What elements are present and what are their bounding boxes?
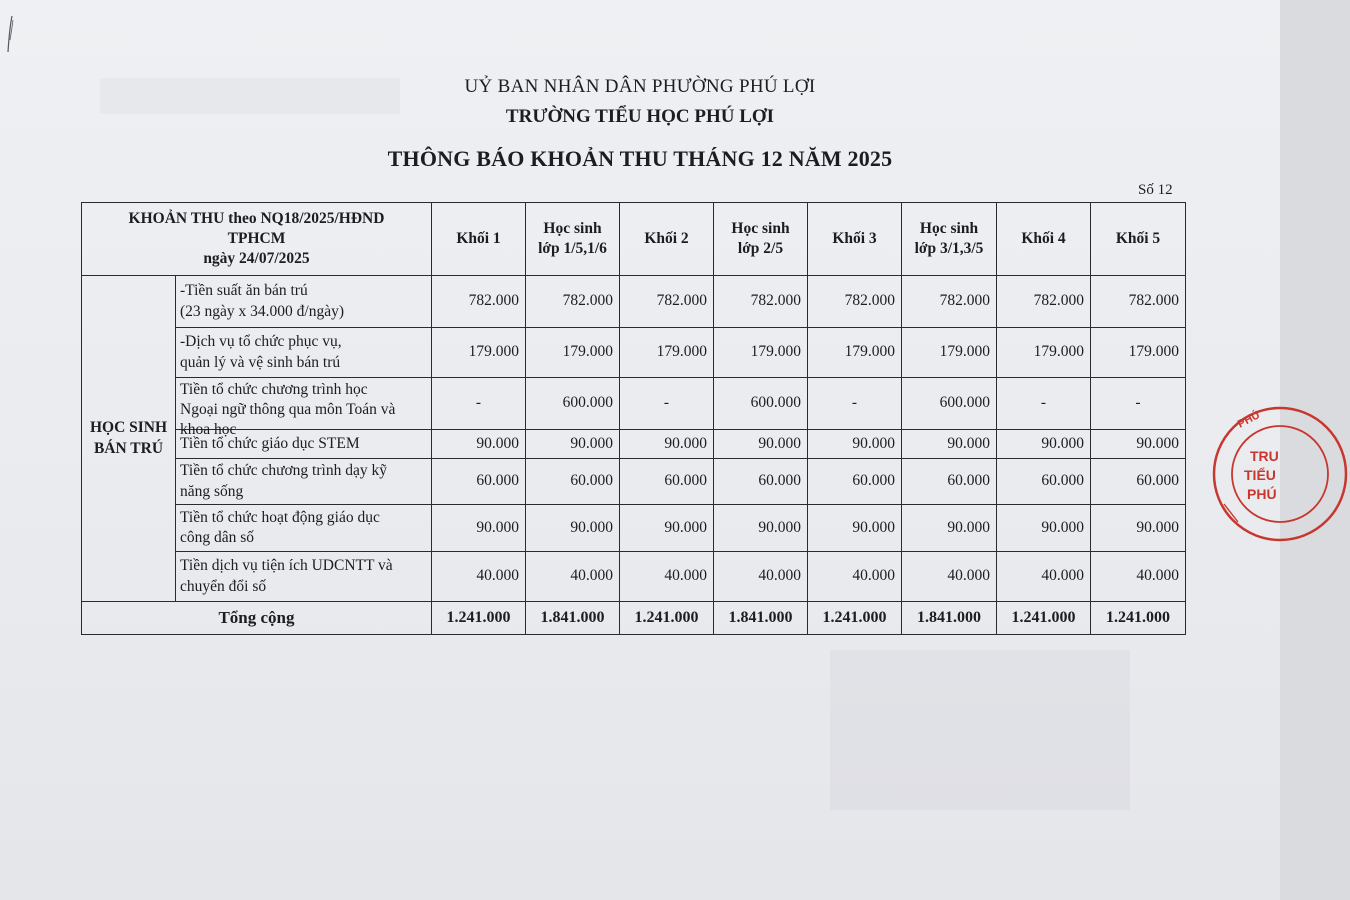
school-stamp: [1210, 404, 1350, 544]
issuing-authority: UỶ BAN NHÂN DÂN PHƯỜNG PHÚ LỢI: [464, 76, 816, 97]
header-line: TPHCM: [227, 229, 286, 247]
fee-value: -: [432, 378, 526, 430]
fee-value: 90.000: [526, 505, 620, 552]
group-label-hoc-sinh-ban-tru: [82, 276, 176, 602]
table-row: [82, 276, 1186, 328]
fee-value: 782.000: [432, 276, 526, 328]
fee-value: 600.000: [526, 378, 620, 430]
fee-value: 60.000: [714, 459, 808, 505]
column-header-text: Học sinh: [543, 219, 602, 237]
total-value: 1.241.000: [1091, 602, 1186, 635]
column-header-text: lớp 3/1,3/5: [914, 240, 984, 257]
header-fee-basis: [82, 203, 432, 276]
column-header-khoi-4: [997, 203, 1091, 276]
fee-description-clip: [180, 380, 427, 438]
fee-value: 782.000: [714, 276, 808, 328]
total-value: 1.841.000: [526, 602, 620, 635]
stamp-outer-ring: [1214, 408, 1346, 540]
table-header-row: [82, 203, 1186, 276]
column-header-khoi-2: [620, 203, 714, 276]
fee-value: 600.000: [902, 378, 997, 430]
fee-value: 782.000: [620, 276, 714, 328]
column-header-text: lớp 2/5: [737, 240, 784, 257]
fee-value: 782.000: [1091, 276, 1186, 328]
fee-description-line: Tiền tổ chức chương trình học: [180, 380, 368, 398]
fee-value: 782.000: [526, 276, 620, 328]
total-row: [82, 602, 1186, 635]
fee-value: 90.000: [997, 430, 1091, 459]
fee-value: 179.000: [902, 328, 997, 378]
fee-value: 60.000: [620, 459, 714, 505]
fee-value: 40.000: [808, 552, 902, 602]
fee-description-line: (23 ngày x 34.000 đ/ngày): [180, 302, 345, 320]
total-value: 1.241.000: [620, 602, 714, 635]
fee-description-line: Tiền tổ chức chương trình dạy kỹ: [180, 462, 387, 480]
total-value: 1.241.000: [997, 602, 1091, 635]
fee-value: 90.000: [902, 430, 997, 459]
column-header-khoi-3: [808, 203, 902, 276]
table-row: [82, 459, 1186, 505]
group-label-line: HỌC SINH: [89, 419, 168, 437]
fee-description-line: năng sống: [180, 482, 244, 500]
fee-value: 90.000: [1091, 430, 1186, 459]
fee-value: 90.000: [808, 430, 902, 459]
fee-value: 40.000: [620, 552, 714, 602]
fee-value: 90.000: [714, 505, 808, 552]
column-header-lop-3-1-3-5: [902, 203, 997, 276]
bleed-through: [830, 650, 1130, 810]
fee-description-line: -Tiền suất ăn bán trú: [180, 282, 308, 300]
column-header-text: lớp 1/5,1/6: [538, 240, 607, 257]
fee-value: 40.000: [1091, 552, 1186, 602]
column-header-text: Học sinh: [919, 219, 979, 237]
fee-value: 179.000: [620, 328, 714, 378]
fee-value: 179.000: [808, 328, 902, 378]
fee-value: 90.000: [808, 505, 902, 552]
table-row: [82, 505, 1186, 552]
header-line: KHOẢN THU theo NQ18/2025/HĐND: [128, 209, 385, 227]
stamp-text-line: PHÚ: [1247, 486, 1277, 502]
column-header-text: Khối 4: [1021, 229, 1066, 247]
fee-value: 90.000: [997, 505, 1091, 552]
column-header-khoi-5: [1091, 203, 1186, 276]
fee-value: 40.000: [526, 552, 620, 602]
fee-description: [176, 552, 432, 602]
total-label: Tổng cộng: [82, 602, 432, 635]
fee-description-line: chuyển đổi số: [180, 577, 267, 595]
fee-description-line: -Dịch vụ tổ chức phục vụ,: [180, 333, 342, 351]
fee-description-line: Tiền dịch vụ tiện ích UDCNTT và: [180, 557, 393, 575]
fee-value: 40.000: [997, 552, 1091, 602]
column-header-khoi-1: [432, 203, 526, 276]
column-header-lop-1-5-1-6: [526, 203, 620, 276]
fee-value: -: [808, 378, 902, 430]
fee-description-line: quản lý và vệ sinh bán trú: [180, 353, 341, 371]
stamp-ring-text: PHÚ: [1235, 409, 1262, 431]
fee-value: 179.000: [526, 328, 620, 378]
table-row: [82, 430, 1186, 459]
fee-value: 40.000: [432, 552, 526, 602]
fee-value: 60.000: [432, 459, 526, 505]
fee-value: 40.000: [714, 552, 808, 602]
fee-description: [176, 378, 432, 438]
group-label-line: BÁN TRÚ: [93, 439, 164, 457]
fee-value: -: [997, 378, 1091, 430]
fee-value: 600.000: [714, 378, 808, 430]
fee-value: 90.000: [714, 430, 808, 459]
fee-value: 782.000: [997, 276, 1091, 328]
header-line: ngày 24/07/2025: [203, 250, 310, 268]
fee-description-line: công dân số: [180, 529, 255, 546]
fee-value: -: [1091, 378, 1186, 430]
total-value: 1.241.000: [808, 602, 902, 635]
fee-description: [176, 505, 432, 552]
column-header-text: Khối 5: [1115, 229, 1161, 247]
document-number: Số 12: [1138, 182, 1173, 198]
total-value: 1.241.000: [432, 602, 526, 635]
fee-description: [176, 459, 432, 505]
document-title: THÔNG BÁO KHOẢN THU THÁNG 12 NĂM 2025: [387, 146, 893, 171]
column-header-lop-2-5: [714, 203, 808, 276]
table-row: [82, 328, 1186, 378]
fee-description-line: Tiền tổ chức hoạt động giáo dục: [180, 508, 380, 526]
fee-value: 90.000: [620, 505, 714, 552]
fee-value: 90.000: [1091, 505, 1186, 552]
column-header-text: Khối 2: [644, 229, 689, 247]
table-row: [82, 378, 1186, 430]
fee-table: [81, 202, 1186, 635]
fee-value: 40.000: [902, 552, 997, 602]
column-header-text: Học sinh: [731, 219, 790, 237]
fee-value: 60.000: [808, 459, 902, 505]
fee-value: 60.000: [997, 459, 1091, 505]
fee-description: [176, 276, 432, 328]
fee-description-line: khoa học: [180, 420, 237, 438]
school-name: TRƯỜNG TIỂU HỌC PHÚ LỢI: [505, 106, 775, 127]
fee-value: 179.000: [997, 328, 1091, 378]
fee-value: 179.000: [1091, 328, 1186, 378]
table-row: [82, 552, 1186, 602]
fee-value: 90.000: [526, 430, 620, 459]
fee-value: 782.000: [902, 276, 997, 328]
fee-value: 90.000: [432, 505, 526, 552]
fee-description: [176, 328, 432, 378]
fee-value: 179.000: [714, 328, 808, 378]
stamp-text-line: TRU: [1250, 448, 1279, 464]
total-value: 1.841.000: [714, 602, 808, 635]
fee-value: 179.000: [432, 328, 526, 378]
fee-value: 60.000: [902, 459, 997, 505]
fee-description-line: Tiền tổ chức giáo dục STEM: [180, 434, 360, 452]
fee-value: 90.000: [902, 505, 997, 552]
fee-value: -: [620, 378, 714, 430]
fee-value: 60.000: [526, 459, 620, 505]
pen-mark: [5, 14, 17, 54]
column-header-text: Khối 3: [832, 229, 877, 247]
total-value: 1.841.000: [902, 602, 997, 635]
fee-description: [176, 430, 432, 459]
fee-value: 782.000: [808, 276, 902, 328]
stamp-text-line: TIỂU: [1244, 467, 1276, 483]
fee-value: 90.000: [432, 430, 526, 459]
column-header-text: Khối 1: [456, 229, 501, 247]
fee-value: 90.000: [620, 430, 714, 459]
fee-value: 60.000: [1091, 459, 1186, 505]
fee-description-line: Ngoại ngữ thông qua môn Toán và: [180, 400, 396, 418]
